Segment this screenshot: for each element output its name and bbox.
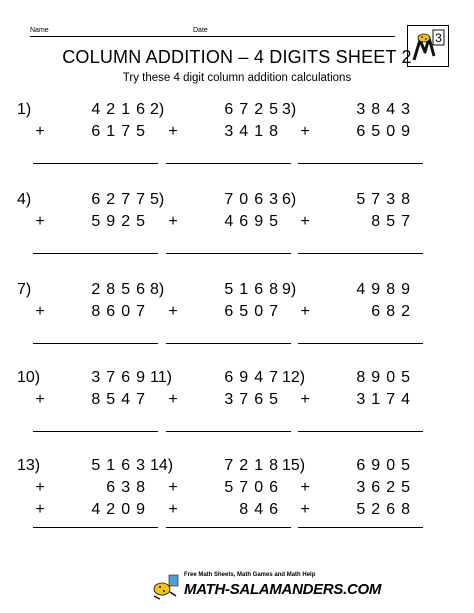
addend-row — [166, 391, 284, 413]
addend-digits: 5268 — [356, 501, 416, 518]
plus-sign: + — [35, 123, 45, 140]
problem-number: 5) — [150, 191, 165, 208]
first-addend — [166, 457, 284, 479]
answer-line — [166, 163, 291, 164]
problem-number: 8) — [150, 281, 165, 298]
addend-row — [166, 213, 284, 235]
answer-line — [33, 253, 158, 254]
addend-digits: 5738 — [356, 191, 416, 208]
addend-row — [33, 213, 151, 235]
addend-digits: 857 — [371, 213, 416, 230]
addend-row — [298, 391, 416, 413]
problem-number: 6) — [282, 191, 297, 208]
first-addend — [166, 191, 284, 213]
plus-sign: + — [35, 303, 45, 320]
grade-number: 3 — [435, 31, 442, 45]
plus-sign: + — [35, 391, 45, 408]
plus-sign: + — [300, 479, 310, 496]
addend-digits: 2856 — [91, 281, 151, 298]
plus-sign: + — [35, 213, 45, 230]
addend-digits: 6725 — [224, 101, 284, 118]
addend-digits: 6509 — [356, 123, 416, 140]
addend-digits: 3418 — [224, 123, 284, 140]
footer-brand: MATH-SALAMANDERS.COM — [184, 581, 382, 598]
addend-row — [298, 501, 416, 523]
problem-number: 11) — [150, 369, 172, 386]
addend-digits: 4216 — [91, 101, 151, 118]
addend-digits: 6175 — [91, 123, 151, 140]
page-subtitle: Try these 4 digit column addition calculations — [122, 72, 352, 84]
addend-digits: 6277 — [91, 191, 151, 208]
first-addend — [33, 191, 151, 213]
salamander-icon — [150, 572, 180, 602]
plus-sign: + — [168, 501, 178, 518]
addend-digits: 8547 — [91, 391, 151, 408]
addend-row — [33, 479, 151, 501]
problem-number: 3) — [282, 101, 297, 118]
answer-line — [33, 527, 158, 528]
problem-number: 12) — [282, 369, 306, 386]
first-addend — [166, 101, 284, 123]
addend-row — [33, 303, 151, 325]
addend-row — [298, 303, 416, 325]
problem-number: 10) — [17, 369, 41, 386]
addend-digits: 8905 — [356, 369, 416, 386]
page-title: COLUMN ADDITION – 4 DIGITS SHEET 2 — [62, 47, 412, 67]
problem-number: 13) — [17, 457, 41, 474]
answer-line — [33, 163, 158, 164]
addend-row — [166, 123, 284, 145]
first-addend — [33, 457, 151, 479]
answer-line — [166, 527, 291, 528]
plus-sign: + — [168, 479, 178, 496]
first-addend — [33, 281, 151, 303]
addend-digits: 4989 — [356, 281, 416, 298]
plus-sign: + — [300, 391, 310, 408]
addend-row — [166, 479, 284, 501]
first-addend — [298, 281, 416, 303]
addend-row — [298, 123, 416, 145]
answer-line — [166, 253, 291, 254]
first-addend — [298, 369, 416, 391]
name-date-line — [30, 36, 395, 37]
addend-digits: 846 — [239, 501, 284, 518]
problem-number: 9) — [282, 281, 297, 298]
addend-row — [166, 501, 284, 523]
plus-sign: + — [300, 303, 310, 320]
problem-number: 2) — [150, 101, 165, 118]
first-addend — [33, 101, 151, 123]
plus-sign: + — [300, 501, 310, 518]
answer-line — [166, 431, 291, 432]
addend-digits: 6905 — [356, 457, 416, 474]
problem-number: 7) — [17, 281, 32, 298]
addend-digits: 3625 — [356, 479, 416, 496]
addend-row — [33, 391, 151, 413]
addend-digits: 5163 — [91, 457, 151, 474]
first-addend — [166, 369, 284, 391]
addend-digits: 5706 — [224, 479, 284, 496]
first-addend — [298, 101, 416, 123]
plus-sign: + — [168, 213, 178, 230]
addend-digits: 6507 — [224, 303, 284, 320]
plus-sign: + — [35, 501, 45, 518]
addend-digits: 6947 — [224, 369, 284, 386]
addend-digits: 3843 — [356, 101, 416, 118]
plus-sign: + — [168, 123, 178, 140]
answer-line — [298, 343, 423, 344]
first-addend — [298, 191, 416, 213]
problem-number: 14) — [150, 457, 174, 474]
answer-line — [298, 527, 423, 528]
footer-tagline: Free Math Sheets, Math Games and Math Help — [184, 572, 316, 578]
addend-digits: 4209 — [91, 501, 151, 518]
answer-line — [166, 343, 291, 344]
addend-digits: 4695 — [224, 213, 284, 230]
addend-row — [33, 501, 151, 523]
addend-digits: 7218 — [224, 457, 284, 474]
plus-sign: + — [300, 123, 310, 140]
addend-digits: 682 — [371, 303, 416, 320]
answer-line — [33, 343, 158, 344]
addend-row — [166, 303, 284, 325]
plus-sign: + — [300, 213, 310, 230]
answer-line — [298, 163, 423, 164]
addend-digits: 3765 — [224, 391, 284, 408]
first-addend — [298, 457, 416, 479]
problem-number: 1) — [17, 101, 32, 118]
addend-digits: 3174 — [356, 391, 416, 408]
problem-number: 15) — [282, 457, 306, 474]
addend-digits: 5168 — [224, 281, 284, 298]
answer-line — [298, 431, 423, 432]
addend-row — [298, 479, 416, 501]
addend-digits: 8607 — [91, 303, 151, 320]
plus-sign: + — [35, 479, 45, 496]
answer-line — [33, 431, 158, 432]
date-label: Date — [193, 27, 208, 34]
name-label: Name — [30, 27, 49, 34]
addend-digits: 3769 — [91, 369, 151, 386]
addend-digits: 5925 — [91, 213, 151, 230]
first-addend — [166, 281, 284, 303]
footer-logo — [150, 572, 180, 602]
plus-sign: + — [168, 391, 178, 408]
addend-digits: 638 — [106, 479, 151, 496]
answer-line — [298, 253, 423, 254]
addend-row — [298, 213, 416, 235]
problem-number: 4) — [17, 191, 32, 208]
first-addend — [33, 369, 151, 391]
addend-row — [33, 123, 151, 145]
plus-sign: + — [168, 303, 178, 320]
addend-digits: 7063 — [224, 191, 284, 208]
